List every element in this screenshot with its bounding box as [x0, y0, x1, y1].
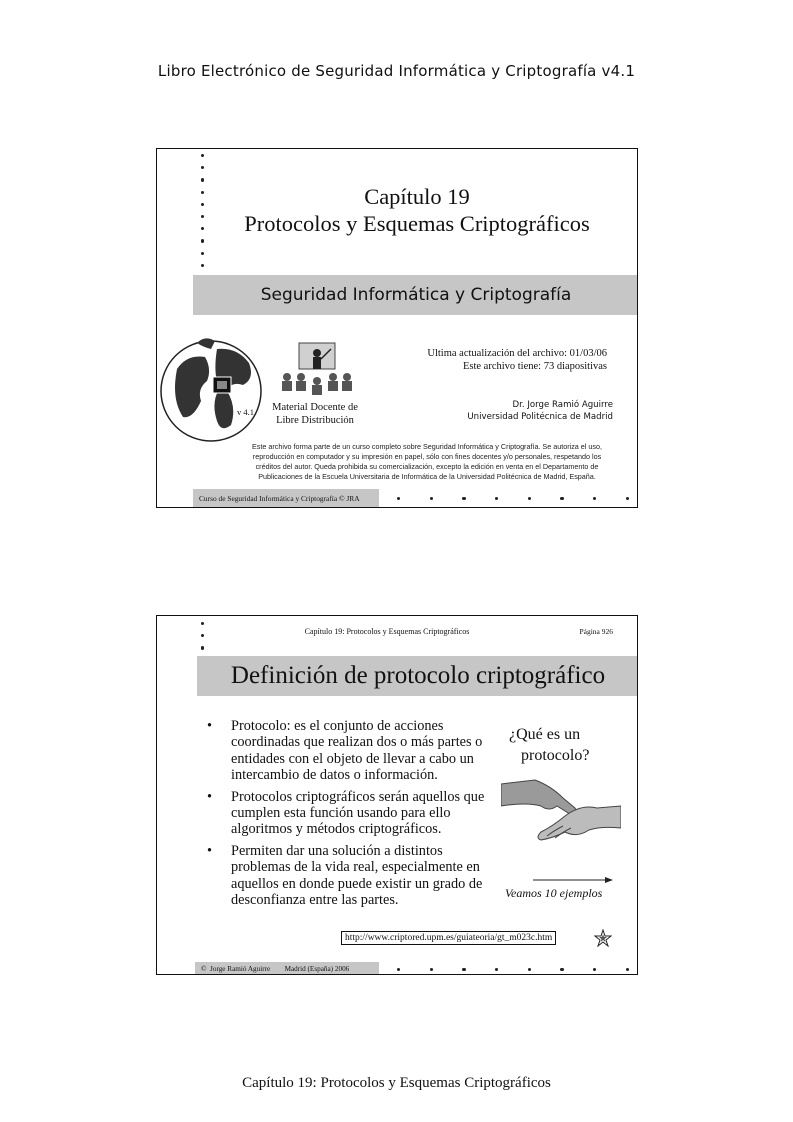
globe-icon — [157, 329, 265, 447]
material-line: Libre Distribución — [276, 415, 354, 426]
list-item: • Permiten dar una solución a distintos problemas de la vida real, especialmente en aquellos en donde puede existir un grado de desconfianza entre las partes. — [205, 843, 505, 909]
material-label — [265, 401, 365, 427]
legal-line: Este archivo forma parte de un curso completo sobre Seguridad Informática y Criptografía. Se autoriza el uso, — [252, 442, 602, 451]
legal-notice — [223, 442, 631, 482]
legal-line: reproducción en computador y su impresión en papel, sólo con fines docentes y/o personales, respetando los — [252, 452, 602, 461]
slide-footer: © Jorge Ramió Aguirre Madrid (España) 2006 — [195, 962, 379, 975]
bullet-list — [205, 718, 505, 913]
author-name: Dr. Jorge Ramió Aguirre — [512, 400, 613, 410]
decorative-dots-vertical — [201, 622, 204, 659]
author-info — [467, 399, 613, 423]
chapter-title-name: Protocolos y Esquemas Criptográficos — [244, 211, 590, 236]
chapter-title-number: Capítulo 19 — [364, 184, 470, 209]
page-footer: Capítulo 19: Protocolos y Esquemas Criptográficos — [242, 1075, 551, 1091]
teacher-audience-icon — [277, 341, 357, 396]
slide-chapter-header: Capítulo 19: Protocolos y Esquemas Criptográficos — [304, 627, 470, 636]
list-item: • Protocolos criptográficos serán aquellos que cumplen esta función usando para ello algoritmos y métodos criptográficos. — [205, 789, 505, 838]
question-line: protocolo? — [521, 747, 590, 764]
decorative-dots-vertical — [201, 154, 204, 276]
legal-line: créditos del autor. Queda prohibida su comercialización, excepto la edición en venta en el Departamento de — [255, 462, 599, 471]
slide-definition — [156, 615, 638, 975]
slide-count: Este archivo tiene: 73 diapositivas — [462, 361, 607, 372]
author-university: Universidad Politécnica de Madrid — [467, 412, 613, 422]
page-number: Página 926 — [579, 627, 613, 636]
list-item: • Protocolo: es el conjunto de acciones coordinadas que realizan dos o más partes o entidades con el objeto de llevar a cabo un intercambio de datos o información. — [205, 718, 505, 784]
update-info — [427, 347, 607, 373]
decorative-dots-horizontal — [397, 497, 638, 500]
legal-line: Publicaciones de la Escuela Universitaria de Informática de la Universidad Politécnica de Madrid, España. — [258, 472, 596, 481]
question-line: ¿Qué es un — [509, 726, 581, 743]
course-band: Seguridad Informática y Criptografía — [193, 275, 638, 315]
arrow-right-icon — [533, 876, 613, 884]
examples-link[interactable]: Veamos 10 ejemplos — [505, 886, 603, 900]
handshake-icon — [501, 776, 621, 844]
page-header: Libro Electrónico de Seguridad Informática y Criptografía v4.1 — [157, 62, 636, 80]
chapter-title — [217, 183, 617, 237]
url-link[interactable]: http://www.criptored.upm.es/guiateoria/gt_m023c.htm — [341, 931, 556, 945]
slide-footer: Curso de Seguridad Informática y Criptografía © JRA — [193, 489, 379, 508]
version-label: v 4.1 — [237, 407, 254, 417]
decorative-dots-horizontal — [397, 968, 638, 971]
question-text — [509, 724, 609, 766]
star-icon[interactable] — [594, 929, 612, 947]
slide-title: Definición de protocolo criptográfico — [197, 656, 638, 696]
slide-title — [156, 148, 638, 508]
material-line: Material Docente de — [272, 402, 358, 413]
update-date: Ultima actualización del archivo: 01/03/06 — [427, 348, 607, 359]
